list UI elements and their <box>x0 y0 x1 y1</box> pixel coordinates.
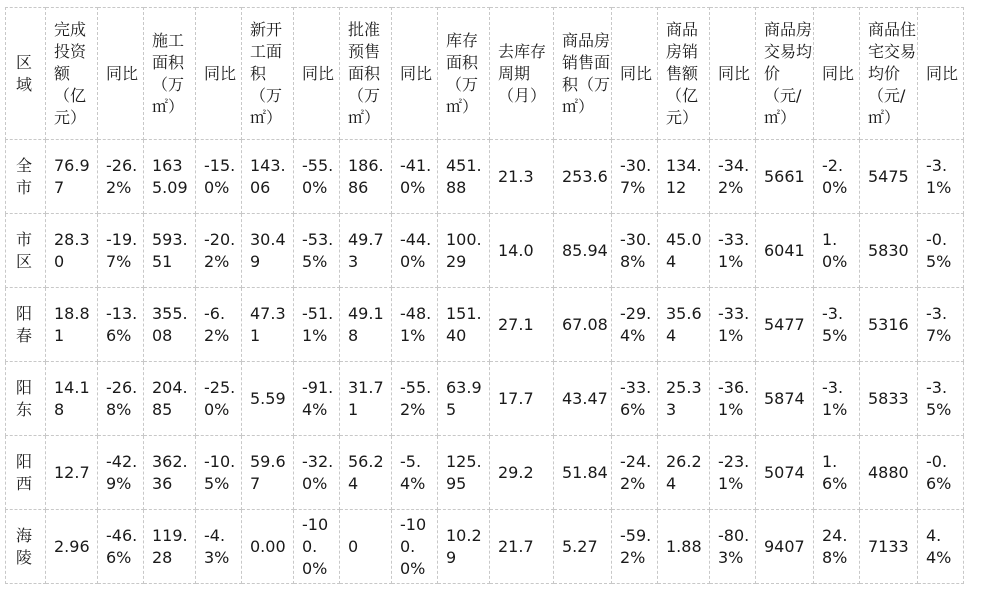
value-cell: 355.08 <box>144 288 196 362</box>
value-cell: 5074 <box>756 436 814 510</box>
data-table-container <box>5 7 964 584</box>
value-cell: -0.5% <box>918 214 964 288</box>
value-cell: -15.0% <box>196 140 242 214</box>
value-cell: 143.06 <box>242 140 294 214</box>
value-cell: -33.6% <box>612 362 658 436</box>
table-row <box>6 362 964 436</box>
column-header: 区域 <box>6 8 46 140</box>
value-cell: 47.31 <box>242 288 294 362</box>
value-cell: -30.7% <box>612 140 658 214</box>
value-cell: 5830 <box>860 214 918 288</box>
value-cell: 253.6 <box>554 140 612 214</box>
value-cell: 5475 <box>860 140 918 214</box>
column-header: 同比 <box>612 8 658 140</box>
value-cell: 67.08 <box>554 288 612 362</box>
value-cell: 85.94 <box>554 214 612 288</box>
value-cell: 9407 <box>756 510 814 584</box>
value-cell: 1.88 <box>658 510 710 584</box>
value-cell: 362.36 <box>144 436 196 510</box>
column-header: 同比 <box>814 8 860 140</box>
data-table <box>5 7 964 584</box>
value-cell: -5.4% <box>392 436 438 510</box>
value-cell: -26.2% <box>98 140 144 214</box>
value-cell: -42.9% <box>98 436 144 510</box>
value-cell: 2.96 <box>46 510 98 584</box>
value-cell: 5874 <box>756 362 814 436</box>
value-cell: -2.0% <box>814 140 860 214</box>
value-cell: 1.6% <box>814 436 860 510</box>
value-cell: 451.88 <box>438 140 490 214</box>
value-cell: -41.0% <box>392 140 438 214</box>
table-row <box>6 140 964 214</box>
value-cell: 18.81 <box>46 288 98 362</box>
value-cell: -20.2% <box>196 214 242 288</box>
column-header: 去库存周期（月） <box>490 8 554 140</box>
column-header: 同比 <box>98 8 144 140</box>
value-cell: 1.0% <box>814 214 860 288</box>
value-cell: 21.7 <box>490 510 554 584</box>
value-cell: 49.73 <box>340 214 392 288</box>
value-cell: -30.8% <box>612 214 658 288</box>
value-cell: 45.04 <box>658 214 710 288</box>
value-cell: -23.1% <box>710 436 756 510</box>
value-cell: -59.2% <box>612 510 658 584</box>
value-cell: 24.8% <box>814 510 860 584</box>
table-row <box>6 436 964 510</box>
value-cell: 14.0 <box>490 214 554 288</box>
column-header: 商品房交易均价（元/㎡） <box>756 8 814 140</box>
value-cell: 100.29 <box>438 214 490 288</box>
value-cell: 6041 <box>756 214 814 288</box>
value-cell: 4880 <box>860 436 918 510</box>
value-cell: -3.5% <box>918 362 964 436</box>
value-cell: -91.4% <box>294 362 340 436</box>
value-cell: 27.1 <box>490 288 554 362</box>
column-header: 同比 <box>918 8 964 140</box>
value-cell: 17.7 <box>490 362 554 436</box>
value-cell: -3.1% <box>814 362 860 436</box>
value-cell: -55.0% <box>294 140 340 214</box>
value-cell: -3.1% <box>918 140 964 214</box>
value-cell: -32.0% <box>294 436 340 510</box>
value-cell: -3.7% <box>918 288 964 362</box>
value-cell: -4.3% <box>196 510 242 584</box>
value-cell: -100.0% <box>294 510 340 584</box>
column-header: 新开工面积（万㎡） <box>242 8 294 140</box>
value-cell: 5316 <box>860 288 918 362</box>
value-cell: 134.12 <box>658 140 710 214</box>
region-cell: 阳春 <box>6 288 46 362</box>
column-header: 批准预售面积（万㎡） <box>340 8 392 140</box>
value-cell: 28.30 <box>46 214 98 288</box>
value-cell: 63.95 <box>438 362 490 436</box>
value-cell: 5833 <box>860 362 918 436</box>
top-strip <box>0 0 981 7</box>
value-cell: -53.5% <box>294 214 340 288</box>
column-header: 同比 <box>196 8 242 140</box>
table-body <box>6 140 964 584</box>
column-header: 商品房销售额（亿元） <box>658 8 710 140</box>
value-cell: 51.84 <box>554 436 612 510</box>
value-cell: -24.2% <box>612 436 658 510</box>
value-cell: 25.33 <box>658 362 710 436</box>
value-cell: 21.3 <box>490 140 554 214</box>
value-cell: 7133 <box>860 510 918 584</box>
value-cell: -19.7% <box>98 214 144 288</box>
value-cell: 14.18 <box>46 362 98 436</box>
value-cell: -6.2% <box>196 288 242 362</box>
column-header: 同比 <box>294 8 340 140</box>
table-row <box>6 214 964 288</box>
header-row <box>6 8 964 140</box>
value-cell: -34.2% <box>710 140 756 214</box>
column-header: 商品房销售面积（万㎡） <box>554 8 612 140</box>
region-cell: 市区 <box>6 214 46 288</box>
region-cell: 海陵 <box>6 510 46 584</box>
column-header: 库存面积（万㎡） <box>438 8 490 140</box>
value-cell: 5477 <box>756 288 814 362</box>
value-cell: -13.6% <box>98 288 144 362</box>
value-cell: 30.49 <box>242 214 294 288</box>
value-cell: 4.4% <box>918 510 964 584</box>
value-cell: -33.1% <box>710 288 756 362</box>
value-cell: 59.67 <box>242 436 294 510</box>
value-cell: 35.64 <box>658 288 710 362</box>
value-cell: 5.59 <box>242 362 294 436</box>
value-cell: -46.6% <box>98 510 144 584</box>
value-cell: 56.24 <box>340 436 392 510</box>
region-cell: 阳东 <box>6 362 46 436</box>
value-cell: 204.85 <box>144 362 196 436</box>
region-cell: 全市 <box>6 140 46 214</box>
value-cell: 186.86 <box>340 140 392 214</box>
value-cell: 125.95 <box>438 436 490 510</box>
value-cell: 31.71 <box>340 362 392 436</box>
value-cell: -80.3% <box>710 510 756 584</box>
value-cell: -33.1% <box>710 214 756 288</box>
column-header: 施工面积（万㎡） <box>144 8 196 140</box>
value-cell: -51.1% <box>294 288 340 362</box>
column-header: 同比 <box>710 8 756 140</box>
value-cell: -44.0% <box>392 214 438 288</box>
column-header: 商品住宅交易均价（元/㎡） <box>860 8 918 140</box>
value-cell: -36.1% <box>710 362 756 436</box>
value-cell: 12.7 <box>46 436 98 510</box>
value-cell: 10.29 <box>438 510 490 584</box>
value-cell: 5.27 <box>554 510 612 584</box>
value-cell: 5661 <box>756 140 814 214</box>
value-cell: -29.4% <box>612 288 658 362</box>
table-row <box>6 288 964 362</box>
value-cell: 0 <box>340 510 392 584</box>
value-cell: 593.51 <box>144 214 196 288</box>
value-cell: -55.2% <box>392 362 438 436</box>
value-cell: 0.00 <box>242 510 294 584</box>
value-cell: -26.8% <box>98 362 144 436</box>
value-cell: -100.0% <box>392 510 438 584</box>
value-cell: 29.2 <box>490 436 554 510</box>
value-cell: 49.18 <box>340 288 392 362</box>
value-cell: 76.97 <box>46 140 98 214</box>
value-cell: 26.24 <box>658 436 710 510</box>
column-header: 完成投资额（亿元） <box>46 8 98 140</box>
value-cell: -3.5% <box>814 288 860 362</box>
column-header: 同比 <box>392 8 438 140</box>
table-row <box>6 510 964 584</box>
value-cell: 43.47 <box>554 362 612 436</box>
region-cell: 阳西 <box>6 436 46 510</box>
value-cell: 151.40 <box>438 288 490 362</box>
value-cell: 119.28 <box>144 510 196 584</box>
value-cell: -10.5% <box>196 436 242 510</box>
value-cell: -48.1% <box>392 288 438 362</box>
value-cell: -0.6% <box>918 436 964 510</box>
value-cell: 1635.09 <box>144 140 196 214</box>
value-cell: -25.0% <box>196 362 242 436</box>
